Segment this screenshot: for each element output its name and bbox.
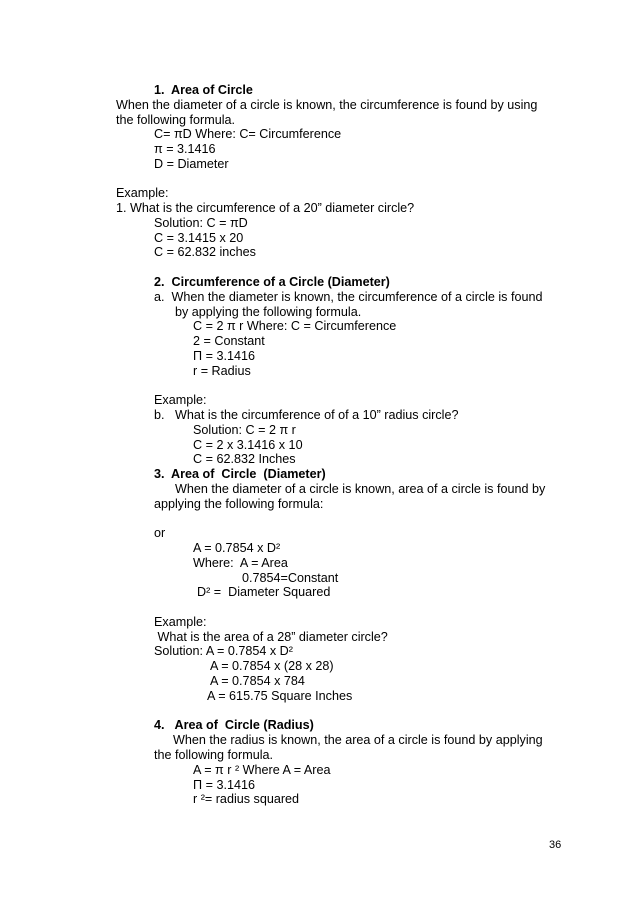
section-3-heading: 3. Area of Circle (Diameter): [154, 467, 326, 481]
section-2-formula-line-4: r = Radius: [193, 364, 251, 378]
section-3-formula-line-2: Where: A = Area: [193, 556, 288, 570]
section-1-paragraph-line-1: When the diameter of a circle is known, the circumference is found by using: [116, 98, 538, 112]
section-3-example-label: Example:: [154, 615, 207, 629]
section-4-formula-line-2: Π = 3.1416: [193, 778, 255, 792]
section-4-formula-line-3: r ²= radius squared: [193, 792, 300, 806]
section-1-paragraph-line-2: the following formula.: [116, 113, 236, 127]
section-4-heading: 4. Area of Circle (Radius): [154, 718, 314, 732]
section-2-example-label: Example:: [154, 393, 207, 407]
section-2-formula-line-1: C = 2 π r Where: C = Circumference: [193, 319, 397, 333]
section-3-solution-line-1: Solution: A = 0.7854 x D²: [154, 644, 293, 658]
section-3-solution-line-2: A = 0.7854 x (28 x 28): [210, 659, 334, 673]
section-1-solution-line-1: Solution: C = πD: [154, 216, 248, 230]
section-3-formula-line-3: 0.7854=Constant: [242, 571, 339, 585]
section-2-solution-line-1: Solution: C = 2 π r: [193, 423, 296, 437]
section-3-formula-line-1: A = 0.7854 x D²: [193, 541, 281, 555]
section-2-heading: 2. Circumference of a Circle (Diameter): [154, 275, 390, 289]
section-1-solution-line-3: C = 62.832 inches: [154, 245, 256, 259]
section-2-solution-line-3: C = 62.832 Inches: [193, 452, 296, 466]
section-2-solution-line-2: C = 2 x 3.1416 x 10: [193, 438, 303, 452]
section-1-question: 1. What is the circumference of a 20” diameter circle?: [116, 201, 415, 215]
section-3-formula-line-4: D² = Diameter Squared: [197, 585, 331, 599]
section-3-solution-line-3: A = 0.7854 x 784: [210, 674, 305, 688]
section-1-heading: 1. Area of Circle: [154, 83, 253, 97]
section-1-solution-line-2: C = 3.1415 x 20: [154, 231, 244, 245]
section-1-formula-line-3: D = Diameter: [154, 157, 229, 171]
section-3-question: What is the area of a 28” diameter circle?: [154, 630, 388, 644]
section-2-formula-line-2: 2 = Constant: [193, 334, 265, 348]
section-3-paragraph-line-1: When the diameter of a circle is known, area of a circle is found by: [175, 482, 546, 496]
section-4-paragraph-line-1: When the radius is known, the area of a circle is found by applying: [173, 733, 543, 747]
section-1-example-label: Example:: [116, 186, 169, 200]
section-2-question: b. What is the circumference of of a 10” radius circle?: [154, 408, 459, 422]
section-2-item-a-line-1: a. When the diameter is known, the circumference of a circle is found: [154, 290, 543, 304]
section-3-or: or: [154, 526, 166, 540]
section-2-item-a-line-2: by applying the following formula.: [175, 305, 362, 319]
section-1-formula-line-1: C= πD Where: C= Circumference: [154, 127, 342, 141]
section-4-formula-line-1: A = π r ² Where A = Area: [193, 763, 331, 777]
section-4-paragraph-line-2: the following formula.: [154, 748, 274, 762]
section-3-paragraph-line-2: applying the following formula:: [154, 497, 324, 511]
section-1-formula-line-2: π = 3.1416: [154, 142, 216, 156]
section-3-solution-line-4: A = 615.75 Square Inches: [207, 689, 353, 703]
section-2-formula-line-3: Π = 3.1416: [193, 349, 255, 363]
page-number: 36: [549, 839, 562, 851]
